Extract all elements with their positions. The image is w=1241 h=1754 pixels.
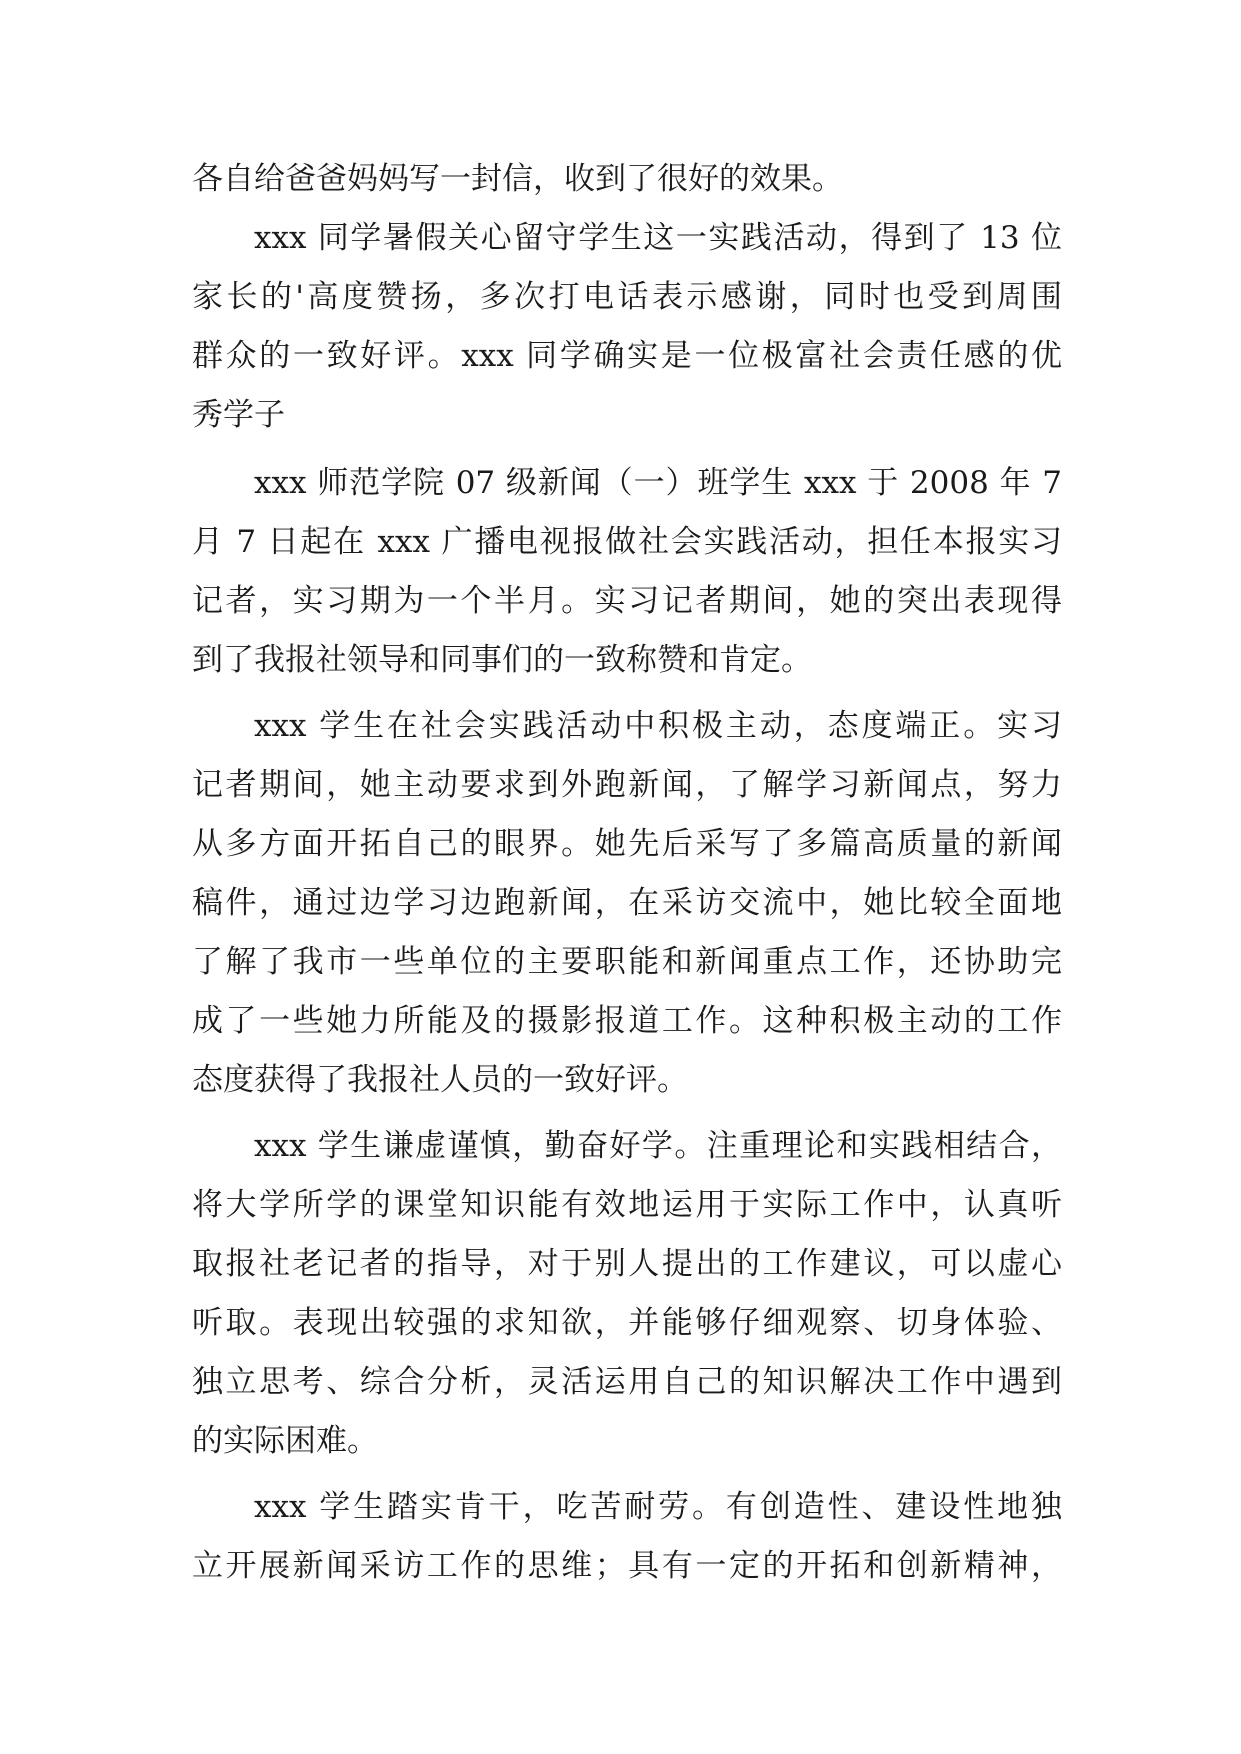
text-line: 将大学所学的课堂知识能有效地运用于实际工作中，认真听 xyxy=(192,1187,1062,1223)
text-line: xxx 师范学院 07 级新闻（一）班学生 xxx 于 2008 年 7 xyxy=(254,465,1062,501)
text-line: 了解了我市一些单位的主要职能和新闻重点工作，还协助完 xyxy=(192,944,1062,980)
text-line: 听取。表现出较强的求知欲，并能够仔细观察、切身体验、 xyxy=(192,1305,1062,1341)
text-line: 态度获得了我报社人员的一致好评。 xyxy=(192,1062,688,1098)
text-line: 稿件，通过边学习边跑新闻，在采访交流中，她比较全面地 xyxy=(192,885,1062,921)
text-line: 取报社老记者的指导，对于别人提出的工作建议，可以虚心 xyxy=(192,1246,1062,1282)
text-line: 成了一些她力所能及的摄影报道工作。这种积极主动的工作 xyxy=(192,1003,1062,1039)
text-line: 立开展新闻采访工作的思维；具有一定的开拓和创新精神， xyxy=(192,1548,1062,1584)
text-line: 各自给爸爸妈妈写一封信，收到了很好的效果。 xyxy=(192,161,843,197)
text-line: 家长的'高度赞扬，多次打电话表示感谢，同时也受到周围 xyxy=(192,279,1062,315)
text-line: xxx 学生在社会实践活动中积极主动，态度端正。实习 xyxy=(254,708,1062,744)
text-line: xxx 学生谦虚谨慎，勤奋好学。注重理论和实践相结合， xyxy=(254,1128,1062,1164)
text-line: 的实际困难。 xyxy=(192,1423,378,1459)
text-line: 记者，实习期为一个半月。实习记者期间，她的突出表现得 xyxy=(192,583,1062,619)
text-line: 从多方面开拓自己的眼界。她先后采写了多篇高质量的新闻 xyxy=(192,826,1062,862)
text-line: 记者期间，她主动要求到外跑新闻，了解学习新闻点，努力 xyxy=(192,767,1062,803)
text-line: 独立思考、综合分析，灵活运用自己的知识解决工作中遇到 xyxy=(192,1364,1062,1400)
text-line: 到了我报社领导和同事们的一致称赞和肯定。 xyxy=(192,642,812,678)
text-line: 群众的一致好评。xxx 同学确实是一位极富社会责任感的优 xyxy=(192,338,1062,374)
text-line: 月 7 日起在 xxx 广播电视报做社会实践活动，担任本报实习 xyxy=(192,524,1062,560)
text-line: xxx 同学暑假关心留守学生这一实践活动，得到了 13 位 xyxy=(254,220,1062,256)
text-line: xxx 学生踏实肯干，吃苦耐劳。有创造性、建设性地独 xyxy=(254,1489,1062,1525)
text-line: 秀学子 xyxy=(192,397,285,433)
